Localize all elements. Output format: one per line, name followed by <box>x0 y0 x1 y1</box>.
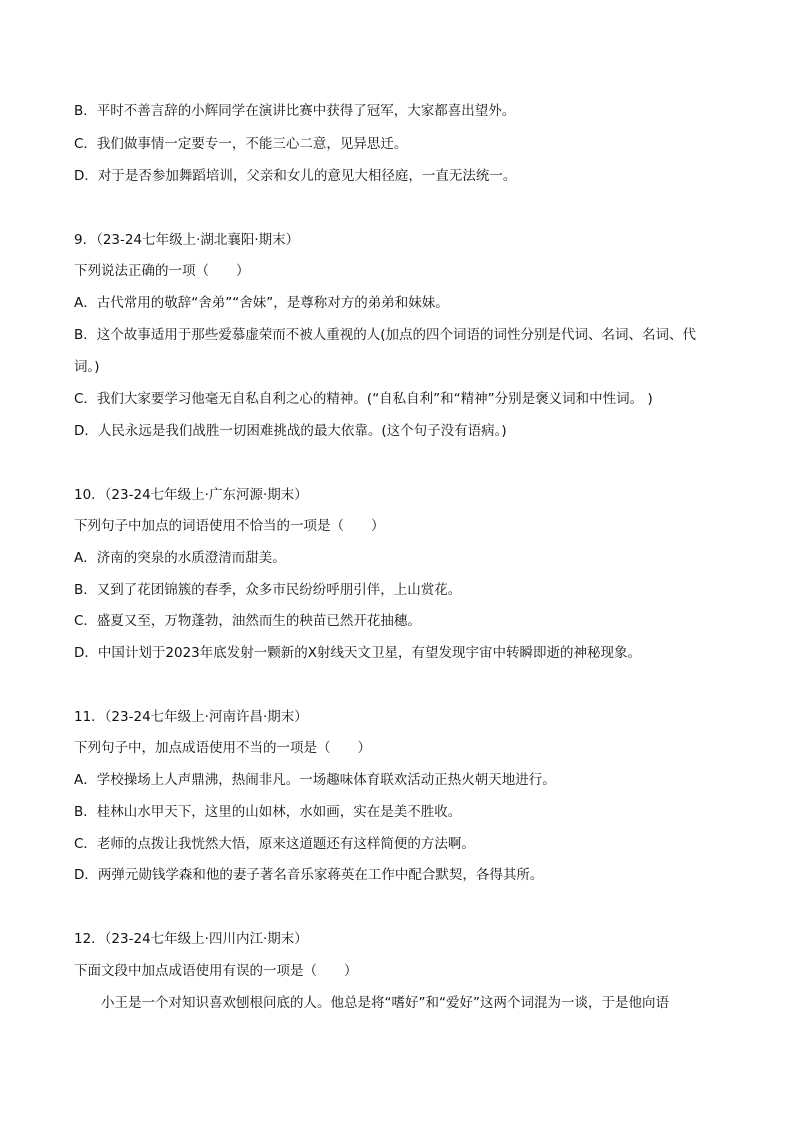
option-d: D．中国计划于2023年底发射一颗新的X射线天文卫星，有望发现宇宙中转瞬即逝的神秘现象。 <box>74 645 641 661</box>
option-b: B．平时不善言辞的小辉同学在演讲比赛中获得了冠军，大家都喜出望外。 <box>74 103 516 119</box>
option-a: A．古代常用的敬辞“舍弟”“舍妹”，是尊称对方的弟弟和妹妹。 <box>74 295 449 311</box>
question-stem: 下列句子中，加点成语使用不当的一项是（ ） <box>74 740 371 756</box>
option-b: B．桂林山水甲天下，这里的山如林，水如画，实在是美不胜收。 <box>74 804 462 820</box>
option-b: B．又到了花团锦簇的春季，众多市民纷纷呼朋引伴，上山赏花。 <box>74 582 462 598</box>
option-d: D．人民永远是我们战胜一切困难挑战的最大依靠。(这个句子没有语病。) <box>74 423 507 439</box>
question-header: 12．（23-24七年级上·四川内江·期末） <box>74 931 308 947</box>
option-b-continued: 词。) <box>74 359 100 375</box>
option-c: C．我们做事情一定要专一，不能三心二意，见异思迁。 <box>74 136 408 152</box>
question-stem: 下列说法正确的一项（ ） <box>74 263 250 279</box>
passage-paragraph: 小王是一个对知识喜欢刨根问底的人。他总是将“嗜好”和“爱好”这两个词混为一谈，于是他向语 <box>101 995 669 1011</box>
question-header: 9．（23-24七年级上·湖北襄阳·期末） <box>74 232 300 248</box>
option-b: B．这个故事适用于那些爱慕虚荣而不被人重视的人(加点的四个词语的词性分别是代词、名词、名词、代 <box>74 327 697 343</box>
option-d: D．两弹元勋钱学森和他的妻子著名音乐家蒋英在工作中配合默契，各得其所。 <box>74 867 544 883</box>
question-header: 10．（23-24七年级上·广东河源·期末） <box>74 487 308 503</box>
option-c: C．盛夏又至，万物蓬勃，油然而生的秧苗已然开花抽穗。 <box>74 613 421 629</box>
option-c: C．老师的点拨让我恍然大悟，原来这道题还有这样简便的方法啊。 <box>74 836 475 852</box>
option-a: A．学校操场上人声鼎沸，热闹非凡。一场趣味体育联欢活动正热火朝天地进行。 <box>74 772 556 788</box>
option-c: C．我们大家要学习他毫无自私自利之心的精神。(“自私自利”和“精神”分别是褒义词和中性词。 ) <box>74 391 653 407</box>
question-stem: 下面文段中加点成语使用有误的一项是（ ） <box>74 963 358 979</box>
option-a: A．济南的突泉的水质澄清而甜美。 <box>74 550 286 566</box>
question-header: 11．（23-24七年级上·河南许昌·期末） <box>74 709 308 725</box>
question-stem: 下列句子中加点的词语使用不恰当的一项是（ ） <box>74 518 385 534</box>
option-d: D．对于是否参加舞蹈培训，父亲和女儿的意见大相径庭，一直无法统一。 <box>74 168 517 184</box>
